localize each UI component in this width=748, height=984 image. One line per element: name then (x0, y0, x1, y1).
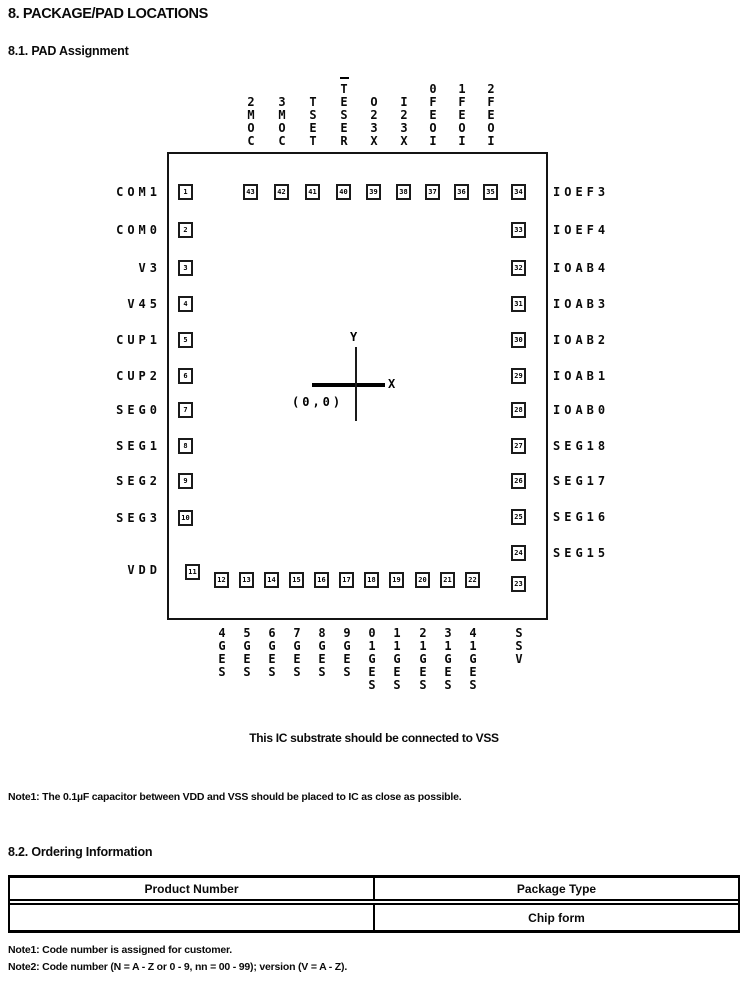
pad-2: 2 (178, 222, 193, 238)
pad-label-seg9: 9 G E S (343, 626, 351, 679)
pad-5: 5 (178, 332, 193, 348)
pad-6: 6 (178, 368, 193, 384)
pad-13: 13 (239, 572, 254, 588)
pad-label-com2: 2 M O C (247, 95, 255, 148)
pad-label-seg11: 1 1 G E S (393, 626, 401, 692)
pad-24: 24 (511, 545, 526, 561)
pad-33: 33 (511, 222, 526, 238)
pad-37: 37 (425, 184, 440, 200)
pad-label-seg4: 4 G E S (218, 626, 226, 679)
x-axis-line (312, 383, 385, 387)
y-axis-line (355, 347, 357, 421)
pad-34: 34 (511, 184, 526, 200)
pad-label-seg5: 5 G E S (243, 626, 251, 679)
pad-4: 4 (178, 296, 193, 312)
pad-36: 36 (454, 184, 469, 200)
pad-40: 40 (336, 184, 351, 200)
pad-label-v45: V45 (127, 297, 161, 311)
column-header-product-number: Product Number (144, 881, 239, 896)
subsection-ordering-information: 8.2. Ordering Information (8, 845, 153, 859)
pad-label-reset: T E S E R (336, 77, 352, 148)
pad-21: 21 (440, 572, 455, 588)
substrate-note: This IC substrate should be connected to VSS (249, 731, 499, 745)
pad-label-v3: V3 (138, 261, 161, 275)
pad-15: 15 (289, 572, 304, 588)
pad-label-com1: COM1 (116, 185, 161, 199)
pad-label-x32i: I 2 3 X (400, 95, 408, 148)
pad-28: 28 (511, 402, 526, 418)
pad-label-seg14: 4 1 G E S (469, 626, 477, 692)
pad-label-seg1: SEG1 (116, 439, 161, 453)
pad-7: 7 (178, 402, 193, 418)
pad-39: 39 (366, 184, 381, 200)
pad-18: 18 (364, 572, 379, 588)
capacitor-note: Note1: The 0.1µF capacitor between VDD and VSS should be placed to IC as close as possible. (8, 791, 462, 803)
ordering-note-1: Note1: Code number is assigned for customer. (8, 944, 232, 956)
pad-label-cup1: CUP1 (116, 333, 161, 347)
pad-8: 8 (178, 438, 193, 454)
pad-41: 41 (305, 184, 320, 200)
pad-11: 11 (185, 564, 200, 580)
y-axis-label: Y (350, 330, 358, 344)
pad-label-seg7: 7 G E S (293, 626, 301, 679)
pad-label-seg18: SEG18 (553, 439, 610, 453)
pad-label-seg12: 2 1 G E S (419, 626, 427, 692)
pad-26: 26 (511, 473, 526, 489)
pad-38: 38 (396, 184, 411, 200)
pad-31: 31 (511, 296, 526, 312)
pad-17: 17 (339, 572, 354, 588)
pad-23: 23 (511, 576, 526, 592)
pad-43: 43 (243, 184, 258, 200)
pad-label-com0: COM0 (116, 223, 161, 237)
pad-32: 32 (511, 260, 526, 276)
pad-label-x32o: O 2 3 X (370, 95, 378, 148)
ordering-note-2: Note2: Code number (N = A - Z or 0 - 9, nn = 00 - 99); version (V = A - Z). (8, 961, 348, 973)
pad-label-ioab1: IOAB1 (553, 369, 610, 383)
pad-label-seg0: SEG0 (116, 403, 161, 417)
pad-9: 9 (178, 473, 193, 489)
pad-3: 3 (178, 260, 193, 276)
pad-label-ioef1: 1 F E O I (458, 82, 466, 148)
pad-label-ioab4: IOAB4 (553, 261, 610, 275)
pad-20: 20 (415, 572, 430, 588)
pad-label-vdd: VDD (127, 563, 161, 577)
x-axis-label: X (388, 377, 396, 391)
pad-12: 12 (214, 572, 229, 588)
pad-25: 25 (511, 509, 526, 525)
cell-package-type: Chip form (373, 905, 738, 930)
pad-label-ioef3: IOEF3 (553, 185, 610, 199)
pad-label-seg15: SEG15 (553, 546, 610, 560)
table-header-row (10, 878, 738, 905)
pad-label-cup2: CUP2 (116, 369, 161, 383)
pad-label-seg16: SEG16 (553, 510, 610, 524)
pad-label-ioef0: 0 F E O I (429, 82, 437, 148)
section-title: 8. PACKAGE/PAD LOCATIONS (8, 6, 208, 22)
origin-label: (0,0) (292, 395, 344, 409)
pad-label-ioef4: IOEF4 (553, 223, 610, 237)
pad-label-seg13: 3 1 G E S (444, 626, 452, 692)
pad-29: 29 (511, 368, 526, 384)
column-header-package-type: Package Type (373, 878, 738, 899)
pad-label-ioab2: IOAB2 (553, 333, 610, 347)
pad-22: 22 (465, 572, 480, 588)
pad-1: 1 (178, 184, 193, 200)
pad-30: 30 (511, 332, 526, 348)
subsection-pad-assignment: 8.1. PAD Assignment (8, 44, 129, 58)
pad-27: 27 (511, 438, 526, 454)
pad-label-seg3: SEG3 (116, 511, 161, 525)
pad-label-com3: 3 M O C (278, 95, 286, 148)
table-row (10, 905, 738, 930)
pad-19: 19 (389, 572, 404, 588)
pad-14: 14 (264, 572, 279, 588)
pad-label-seg17: SEG17 (553, 474, 610, 488)
pad-label-ioef2: 2 F E O I (487, 82, 495, 148)
pad-42: 42 (274, 184, 289, 200)
ordering-table (8, 875, 740, 933)
pad-10: 10 (178, 510, 193, 526)
pad-35: 35 (483, 184, 498, 200)
pad-label-seg6: 6 G E S (268, 626, 276, 679)
pad-label-vss: S S V (515, 626, 523, 666)
pad-16: 16 (314, 572, 329, 588)
pad-label-seg10: 0 1 G E S (368, 626, 376, 692)
pad-label-ioab0: IOAB0 (553, 403, 610, 417)
pad-label-test: T S E T (309, 95, 317, 148)
pad-label-seg2: SEG2 (116, 474, 161, 488)
pad-label-seg8: 8 G E S (318, 626, 326, 679)
cell-product-number (10, 905, 373, 930)
pad-label-ioab3: IOAB3 (553, 297, 610, 311)
